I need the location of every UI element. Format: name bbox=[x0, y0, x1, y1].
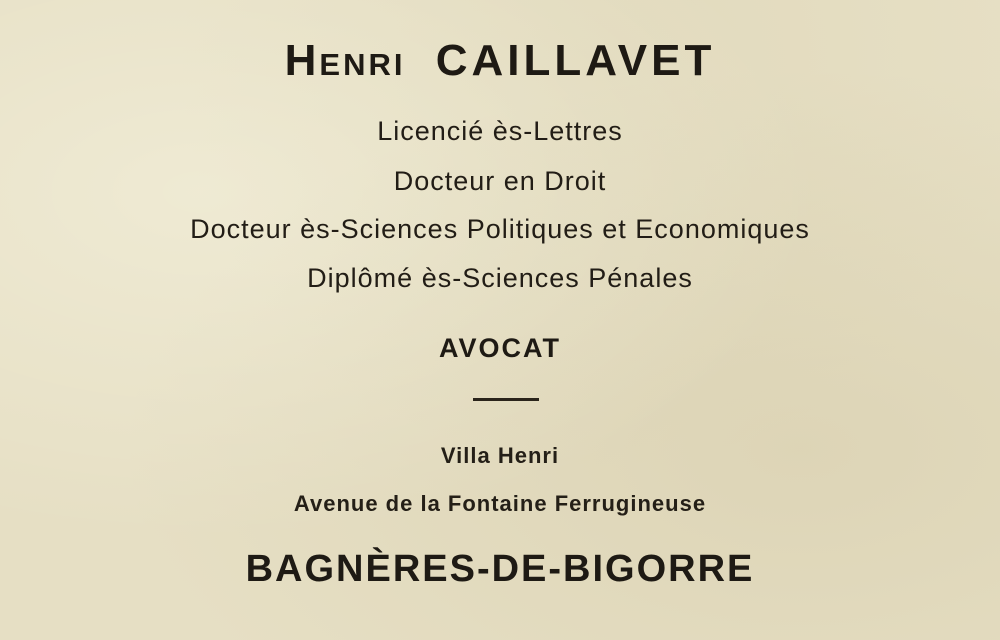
title-doctorate-law: Docteur en Droit bbox=[393, 166, 607, 196]
address-street: Avenue de la Fontaine Ferrugineuse bbox=[293, 491, 707, 516]
given-name: Henri bbox=[284, 36, 406, 85]
family-name: CAILLAVET bbox=[435, 36, 716, 85]
profession: AVOCAT bbox=[439, 333, 561, 363]
title-doctorate-political-economics: Docteur ès-Sciences Politiques et Economiques bbox=[190, 214, 810, 244]
divider-rule bbox=[473, 398, 539, 401]
title-diploma-penal-sciences: Diplômé ès-Sciences Pénales bbox=[307, 263, 693, 293]
title-licence: Licencié ès-Lettres bbox=[377, 116, 623, 146]
address-villa: Villa Henri bbox=[440, 443, 560, 468]
city: BAGNÈRES-DE-BIGORRE bbox=[245, 548, 755, 590]
card-name bbox=[0, 36, 1000, 86]
